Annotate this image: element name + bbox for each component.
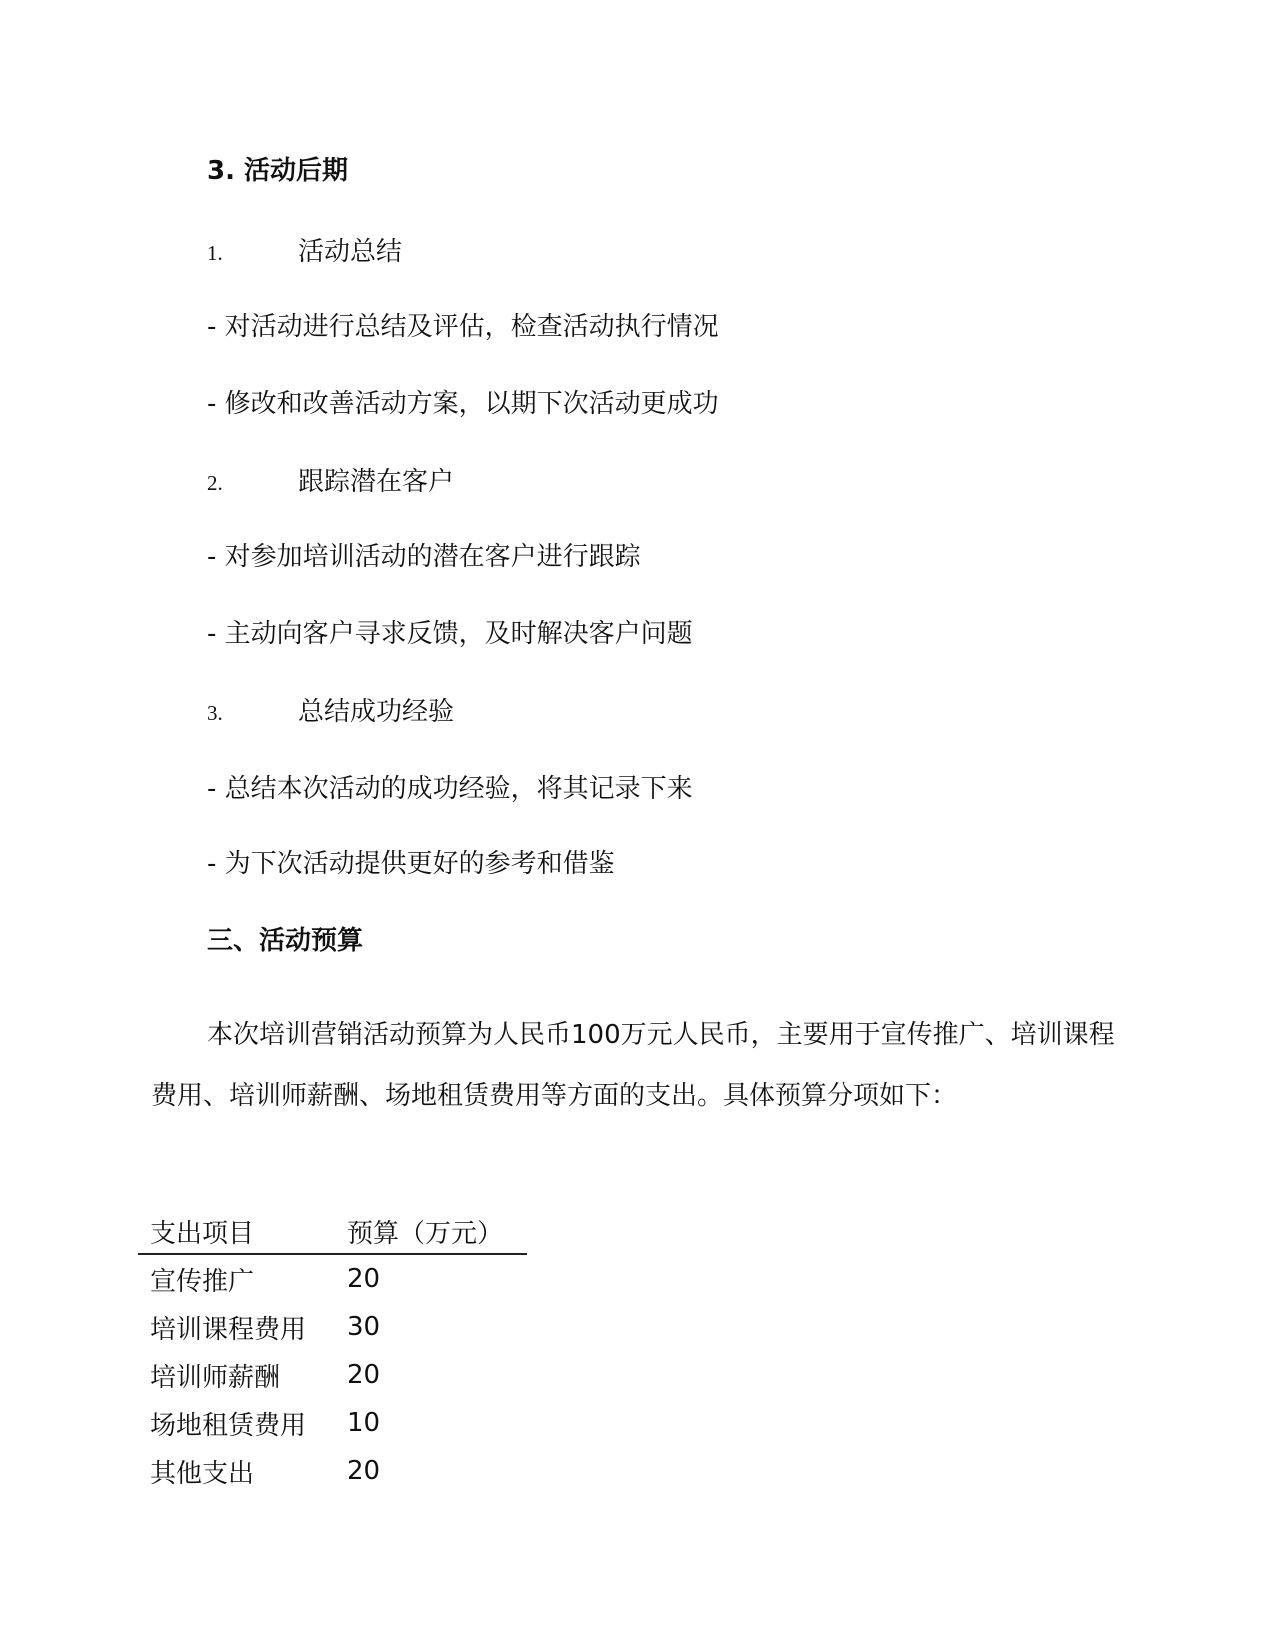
item-2-bullet-2: - 主动向客户寻求反馈，及时解决客户问题 <box>207 619 693 649</box>
item-3-bullet-1: - 总结本次活动的成功经验，将其记录下来 <box>207 774 693 804</box>
item-1-bullet-2: - 修改和改善活动方案，以期下次活动更成功 <box>207 389 719 419</box>
budget-heading: 三、活动预算 <box>207 926 364 956</box>
budget-item-name: 培训课程费用 <box>150 1314 307 1345</box>
budget-item-amount: 20 <box>347 1264 381 1294</box>
table-row <box>138 1447 527 1495</box>
item-3-bullet-2: - 为下次活动提供更好的参考和借鉴 <box>207 849 615 879</box>
budget-table-header-row <box>138 1211 527 1254</box>
budget-item-amount: 20 <box>347 1456 381 1486</box>
item-1-bullet-1: - 对活动进行总结及评估，检查活动执行情况 <box>207 312 719 342</box>
item-2-number: 2. <box>207 471 223 495</box>
budget-table <box>138 1211 527 1495</box>
table-row <box>138 1254 527 1303</box>
table-row <box>138 1351 527 1399</box>
budget-item-name: 培训师薪酬 <box>150 1362 281 1393</box>
item-3-number: 3. <box>207 701 223 725</box>
table-row <box>138 1399 527 1447</box>
section-heading: 3. 活动后期 <box>207 156 349 186</box>
budget-item-amount: 20 <box>347 1360 381 1390</box>
table-row <box>138 1303 527 1351</box>
budget-table-header-amount: 预算（万元） <box>335 1211 527 1254</box>
item-2-title: 跟踪潜在客户 <box>298 467 455 497</box>
budget-item-name: 场地租赁费用 <box>150 1410 307 1441</box>
budget-table-header-item: 支出项目 <box>138 1211 335 1254</box>
budget-item-name: 宣传推广 <box>150 1266 255 1297</box>
budget-paragraph: 本次培训营销活动预算为人民币100万元人民币，主要用于宣传推广、培训课程费用、培训师薪酬、场地租赁费用等方面的支出。具体预算分项如下： <box>151 1020 1115 1111</box>
item-3-title: 总结成功经验 <box>298 697 455 727</box>
item-1-title: 活动总结 <box>298 237 403 267</box>
budget-item-amount: 30 <box>347 1312 381 1342</box>
item-2-bullet-1: - 对参加培训活动的潜在客户进行跟踪 <box>207 542 641 572</box>
budget-item-name: 其他支出 <box>150 1458 255 1489</box>
item-1-number: 1. <box>207 241 223 265</box>
budget-item-amount: 10 <box>347 1408 381 1438</box>
